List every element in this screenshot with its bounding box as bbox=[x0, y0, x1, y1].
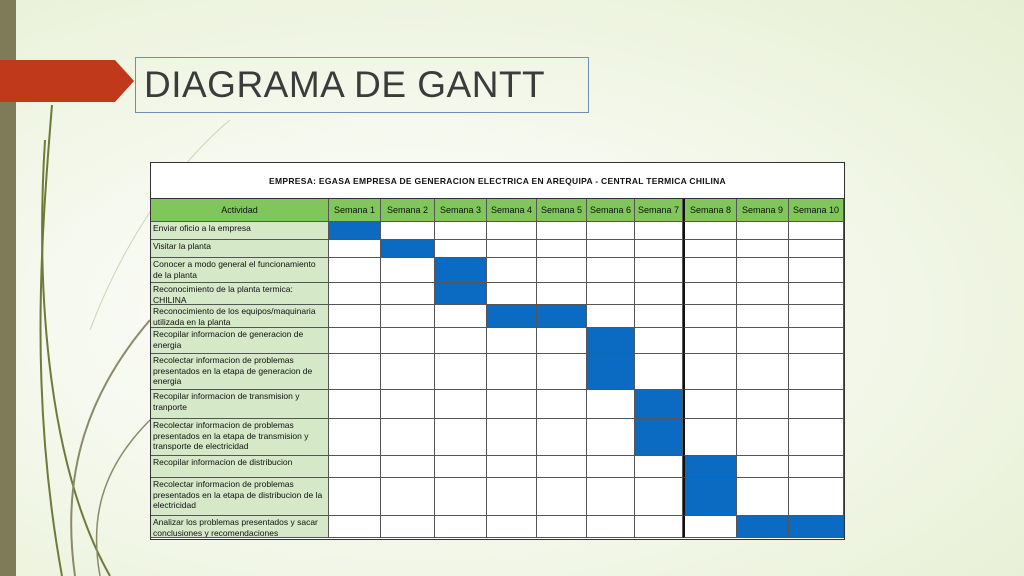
gantt-empty-cell bbox=[587, 516, 635, 538]
activity-label: Analizar los problemas presentados y sacar conclusiones y recomendaciones bbox=[151, 516, 329, 538]
gantt-empty-cell bbox=[329, 419, 381, 456]
gantt-empty-cell bbox=[683, 305, 737, 328]
activity-label: Visitar la planta bbox=[151, 240, 329, 258]
gantt-empty-cell bbox=[487, 283, 537, 305]
gantt-bar-cell bbox=[789, 516, 844, 538]
gantt-empty-cell bbox=[487, 240, 537, 258]
week-column-header: Semana 10 bbox=[789, 199, 844, 222]
gantt-empty-cell bbox=[435, 305, 487, 328]
gantt-empty-cell bbox=[537, 240, 587, 258]
gantt-empty-cell bbox=[329, 354, 381, 390]
activity-label: Recolectar informacion de problemas presentados en la etapa de transmision y transporte de electricidad bbox=[151, 419, 329, 456]
gantt-empty-cell bbox=[635, 328, 683, 354]
activity-label: Recopilar informacion de transmision y tranporte bbox=[151, 390, 329, 419]
gantt-empty-cell bbox=[789, 240, 844, 258]
gantt-empty-cell bbox=[381, 390, 435, 419]
gantt-empty-cell bbox=[683, 419, 737, 456]
gantt-empty-cell bbox=[487, 354, 537, 390]
activity-label: Conocer a modo general el funcionamiento de la planta bbox=[151, 258, 329, 283]
gantt-empty-cell bbox=[635, 258, 683, 283]
gantt-empty-cell bbox=[635, 222, 683, 240]
gantt-empty-cell bbox=[487, 222, 537, 240]
gantt-empty-cell bbox=[683, 283, 737, 305]
gantt-empty-cell bbox=[789, 419, 844, 456]
activity-label: Recolectar informacion de problemas presentados en la etapa de distribucion de la electricidad bbox=[151, 478, 329, 516]
title-box bbox=[135, 57, 589, 113]
gantt-empty-cell bbox=[435, 456, 487, 478]
gantt-empty-cell bbox=[635, 240, 683, 258]
gantt-empty-cell bbox=[329, 283, 381, 305]
gantt-empty-cell bbox=[587, 478, 635, 516]
gantt-bar-cell bbox=[683, 456, 737, 478]
gantt-empty-cell bbox=[487, 516, 537, 538]
gantt-empty-cell bbox=[537, 478, 587, 516]
gantt-empty-cell bbox=[329, 305, 381, 328]
gantt-empty-cell bbox=[789, 328, 844, 354]
gantt-empty-cell bbox=[683, 258, 737, 283]
gantt-bar-cell bbox=[587, 328, 635, 354]
week-column-header: Semana 2 bbox=[381, 199, 435, 222]
week-column-header: Semana 9 bbox=[737, 199, 789, 222]
gantt-bar-cell bbox=[381, 240, 435, 258]
gantt-empty-cell bbox=[587, 240, 635, 258]
gantt-empty-cell bbox=[789, 222, 844, 240]
activity-label: Recopilar informacion de generacion de energia bbox=[151, 328, 329, 354]
gantt-empty-cell bbox=[435, 240, 487, 258]
gantt-empty-cell bbox=[789, 283, 844, 305]
gantt-empty-cell bbox=[587, 222, 635, 240]
gantt-empty-cell bbox=[329, 478, 381, 516]
gantt-empty-cell bbox=[435, 328, 487, 354]
gantt-empty-cell bbox=[537, 354, 587, 390]
company-header: EMPRESA: EGASA EMPRESA DE GENERACION ELECTRICA EN AREQUIPA - CENTRAL TERMICA CHILINA bbox=[151, 163, 844, 199]
gantt-empty-cell bbox=[329, 390, 381, 419]
gantt-empty-cell bbox=[435, 222, 487, 240]
gantt-empty-cell bbox=[329, 456, 381, 478]
gantt-empty-cell bbox=[537, 258, 587, 283]
activity-label: Recopilar informacion de distribucion bbox=[151, 456, 329, 478]
gantt-empty-cell bbox=[737, 305, 789, 328]
gantt-bar-cell bbox=[435, 258, 487, 283]
gantt-empty-cell bbox=[737, 328, 789, 354]
gantt-empty-cell bbox=[487, 258, 537, 283]
activity-label: Reconocimiento de la planta termica: CHILINA bbox=[151, 283, 329, 305]
gantt-empty-cell bbox=[587, 390, 635, 419]
gantt-bar-cell bbox=[329, 222, 381, 240]
gantt-empty-cell bbox=[381, 328, 435, 354]
gantt-empty-cell bbox=[737, 222, 789, 240]
gantt-empty-cell bbox=[381, 478, 435, 516]
week-column-header: Semana 6 bbox=[587, 199, 635, 222]
gantt-empty-cell bbox=[635, 305, 683, 328]
gantt-bar-cell bbox=[587, 354, 635, 390]
gantt-empty-cell bbox=[537, 419, 587, 456]
week-column-header: Semana 4 bbox=[487, 199, 537, 222]
gantt-empty-cell bbox=[789, 354, 844, 390]
gantt-empty-cell bbox=[487, 328, 537, 354]
gantt-empty-cell bbox=[435, 516, 487, 538]
gantt-empty-cell bbox=[789, 305, 844, 328]
gantt-empty-cell bbox=[537, 283, 587, 305]
gantt-empty-cell bbox=[683, 390, 737, 419]
gantt-empty-cell bbox=[683, 240, 737, 258]
week-column-header: Semana 1 bbox=[329, 199, 381, 222]
gantt-empty-cell bbox=[487, 419, 537, 456]
gantt-empty-cell bbox=[435, 478, 487, 516]
gantt-empty-cell bbox=[683, 354, 737, 390]
gantt-empty-cell bbox=[737, 419, 789, 456]
gantt-empty-cell bbox=[487, 478, 537, 516]
gantt-bar-cell bbox=[635, 419, 683, 456]
gantt-empty-cell bbox=[329, 328, 381, 354]
gantt-empty-cell bbox=[381, 222, 435, 240]
gantt-empty-cell bbox=[737, 283, 789, 305]
gantt-empty-cell bbox=[435, 419, 487, 456]
gantt-empty-cell bbox=[435, 390, 487, 419]
gantt-empty-cell bbox=[737, 240, 789, 258]
week-column-header: Semana 7 bbox=[635, 199, 683, 222]
gantt-bar-cell bbox=[487, 305, 537, 328]
gantt-chart bbox=[150, 162, 845, 540]
week-column-header: Semana 3 bbox=[435, 199, 487, 222]
gantt-empty-cell bbox=[789, 456, 844, 478]
gantt-empty-cell bbox=[537, 328, 587, 354]
gantt-bar-cell bbox=[737, 516, 789, 538]
gantt-empty-cell bbox=[683, 516, 737, 538]
gantt-empty-cell bbox=[537, 390, 587, 419]
slide-title: DIAGRAMA DE GANTT bbox=[144, 64, 546, 105]
gantt-empty-cell bbox=[381, 283, 435, 305]
gantt-empty-cell bbox=[683, 328, 737, 354]
activity-label: Recolectar informacion de problemas presentados en la etapa de generacion de energia bbox=[151, 354, 329, 390]
gantt-empty-cell bbox=[587, 419, 635, 456]
gantt-empty-cell bbox=[635, 478, 683, 516]
gantt-bar-cell bbox=[683, 478, 737, 516]
gantt-empty-cell bbox=[381, 305, 435, 328]
gantt-empty-cell bbox=[587, 305, 635, 328]
gantt-empty-cell bbox=[381, 419, 435, 456]
gantt-empty-cell bbox=[737, 354, 789, 390]
gantt-empty-cell bbox=[635, 516, 683, 538]
gantt-empty-cell bbox=[537, 516, 587, 538]
gantt-bar-cell bbox=[537, 305, 587, 328]
gantt-empty-cell bbox=[737, 478, 789, 516]
gantt-bar-cell bbox=[635, 390, 683, 419]
activity-label: Enviar oficio a la empresa bbox=[151, 222, 329, 240]
gantt-empty-cell bbox=[537, 456, 587, 478]
gantt-empty-cell bbox=[635, 456, 683, 478]
gantt-empty-cell bbox=[737, 258, 789, 283]
gantt-empty-cell bbox=[587, 456, 635, 478]
gantt-empty-cell bbox=[381, 354, 435, 390]
activity-label: Reconocimiento de los equipos/maquinaria utilizada en la planta bbox=[151, 305, 329, 328]
gantt-empty-cell bbox=[329, 240, 381, 258]
gantt-empty-cell bbox=[789, 478, 844, 516]
gantt-empty-cell bbox=[635, 354, 683, 390]
gantt-empty-cell bbox=[435, 354, 487, 390]
gantt-empty-cell bbox=[487, 456, 537, 478]
gantt-empty-cell bbox=[789, 390, 844, 419]
gantt-empty-cell bbox=[329, 258, 381, 283]
week-column-header: Semana 5 bbox=[537, 199, 587, 222]
activity-column-header: Actividad bbox=[151, 199, 329, 222]
gantt-empty-cell bbox=[789, 258, 844, 283]
title-accent-arrow bbox=[0, 60, 134, 102]
gantt-bar-cell bbox=[435, 283, 487, 305]
gantt-empty-cell bbox=[329, 516, 381, 538]
gantt-empty-cell bbox=[683, 222, 737, 240]
gantt-empty-cell bbox=[381, 516, 435, 538]
gantt-empty-cell bbox=[487, 390, 537, 419]
gantt-empty-cell bbox=[737, 456, 789, 478]
week-column-header: Semana 8 bbox=[683, 199, 737, 222]
gantt-empty-cell bbox=[381, 258, 435, 283]
gantt-empty-cell bbox=[537, 222, 587, 240]
gantt-empty-cell bbox=[737, 390, 789, 419]
gantt-empty-cell bbox=[587, 283, 635, 305]
gantt-empty-cell bbox=[635, 283, 683, 305]
gantt-empty-cell bbox=[381, 456, 435, 478]
gantt-empty-cell bbox=[587, 258, 635, 283]
